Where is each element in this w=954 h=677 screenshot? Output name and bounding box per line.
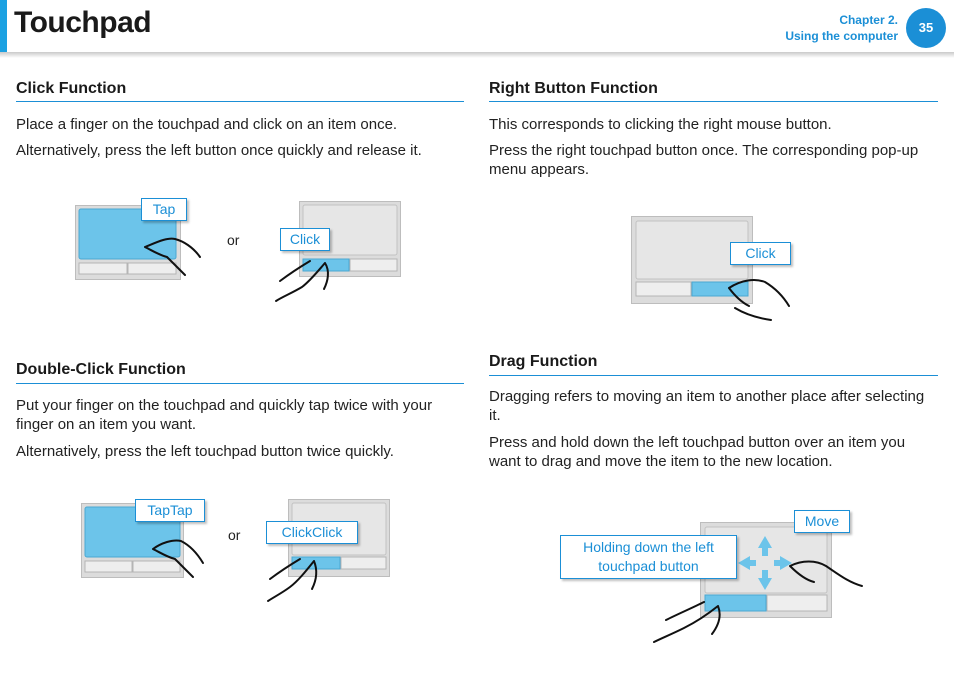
or-label-click: or bbox=[227, 232, 240, 248]
header-accent-bar bbox=[0, 0, 7, 52]
header-divider bbox=[0, 52, 954, 58]
chapter-subtitle: Using the computer bbox=[785, 29, 898, 43]
hold-left-button-callout: Holding down the left touchpad button bbox=[560, 535, 737, 579]
drag-function-text-1: Dragging refers to moving an item to another place after selecting it. bbox=[489, 388, 925, 424]
move-callout: Move bbox=[794, 510, 850, 533]
touchpad-clickclick-illustration bbox=[264, 499, 399, 604]
click-function-text-2: Alternatively, press the left button once quickly and release it. bbox=[16, 142, 422, 159]
page-title: Touchpad bbox=[14, 6, 152, 39]
drag-function-rule bbox=[489, 375, 938, 376]
right-button-function-title: Right Button Function bbox=[489, 80, 658, 97]
or-label-double-click: or bbox=[228, 527, 241, 543]
right-button-function-text-1: This corresponds to clicking the right mouse button. bbox=[489, 116, 832, 133]
chapter-label bbox=[785, 12, 898, 44]
click-function-rule bbox=[16, 101, 464, 102]
double-click-function-text-2: Alternatively, press the left touchpad button twice quickly. bbox=[16, 443, 394, 460]
right-click-callout: Click bbox=[730, 242, 791, 265]
tap-callout: Tap bbox=[141, 198, 187, 221]
double-click-function-title: Double-Click Function bbox=[16, 361, 186, 378]
right-button-function-rule bbox=[489, 101, 938, 102]
taptap-callout: TapTap bbox=[135, 499, 205, 522]
click-callout: Click bbox=[280, 228, 330, 251]
click-function-title: Click Function bbox=[16, 80, 127, 97]
touchpad-click-illustration bbox=[270, 201, 405, 306]
page-number-badge: 35 bbox=[906, 8, 946, 48]
clickclick-callout: ClickClick bbox=[266, 521, 358, 544]
double-click-function-rule bbox=[16, 383, 464, 384]
drag-function-text-2: Press and hold down the left touchpad button over an item you want to drag and move the item to the new location. bbox=[489, 434, 906, 470]
right-button-function-text-2: Press the right touchpad button once. The corresponding pop-up menu appears. bbox=[489, 142, 919, 178]
chapter-number: Chapter 2. bbox=[839, 13, 898, 27]
touchpad-right-click-illustration bbox=[631, 216, 796, 326]
double-click-function-text-1: Put your finger on the touchpad and quickly tap twice with your finger on an item you want. bbox=[16, 397, 433, 433]
drag-function-title: Drag Function bbox=[489, 353, 598, 370]
click-function-text-1: Place a finger on the touchpad and click on an item once. bbox=[16, 116, 398, 133]
